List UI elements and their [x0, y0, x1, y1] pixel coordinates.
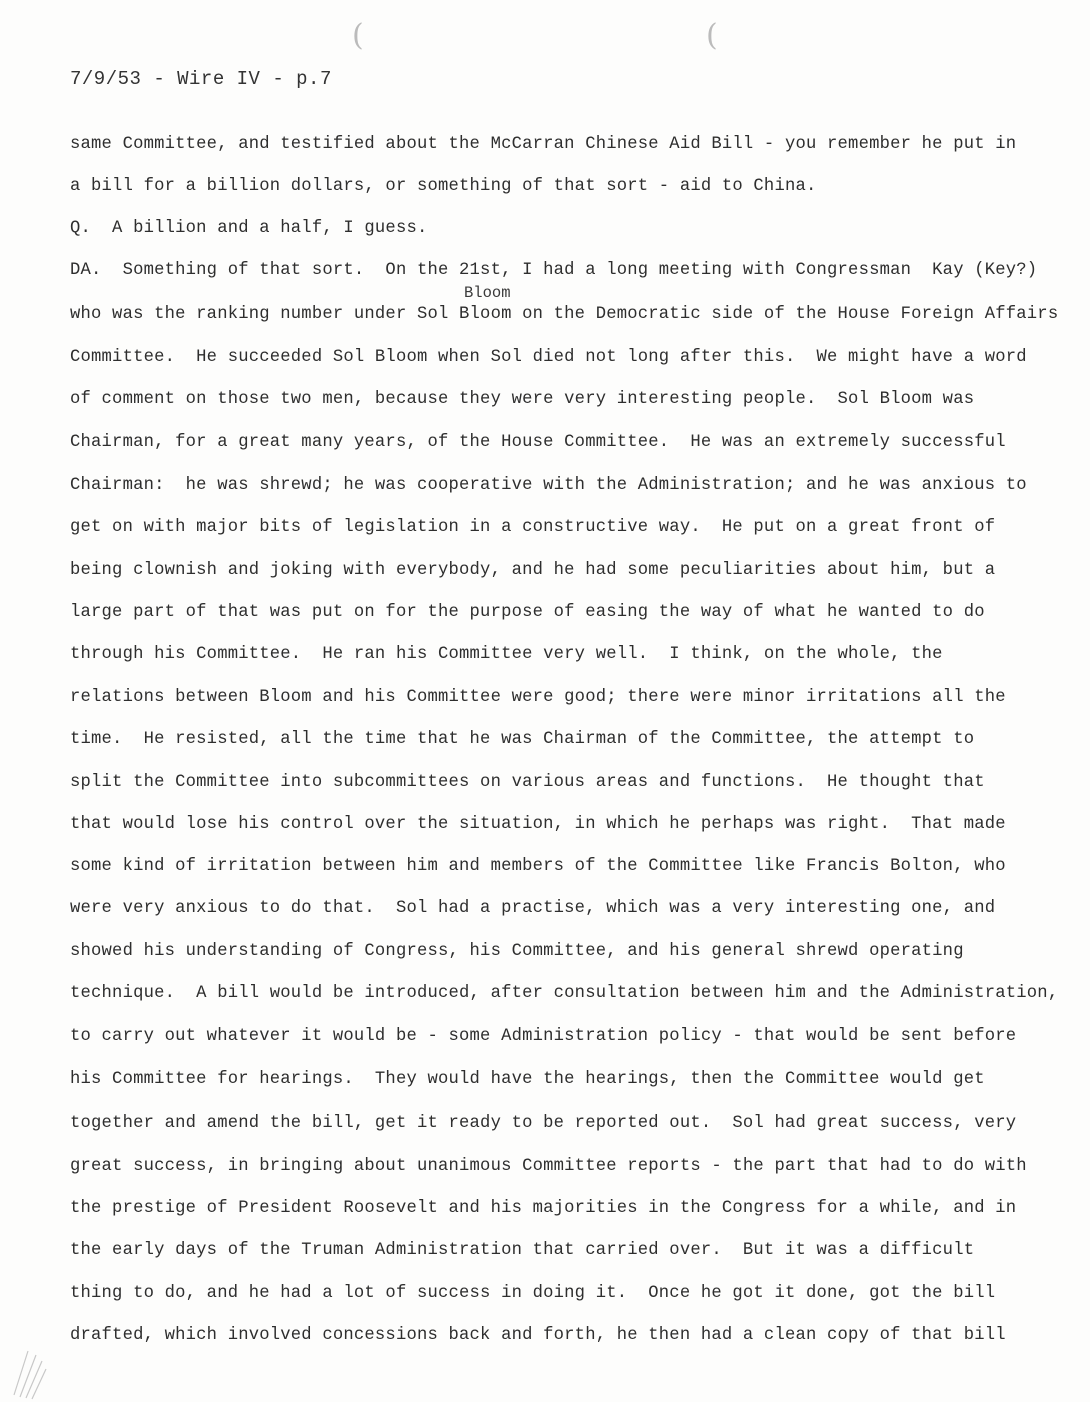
text-line: that would lose his control over the situation, in which he perhaps was right. That made	[70, 815, 1006, 834]
text-line: being clownish and joking with everybody, and he had some peculiarities about him, but a	[70, 561, 996, 580]
text-line: of comment on those two men, because they were very interesting people. Sol Bloom was	[70, 390, 975, 409]
punch-mark-right: (	[706, 18, 718, 53]
text-line: the early days of the Truman Administration that carried over. But it was a difficult	[70, 1241, 975, 1260]
text-line: DA. Something of that sort. On the 21st, I had a long meeting with Congressman Kay (Key?)	[70, 261, 1038, 280]
text-line: his Committee for hearings. They would have the hearings, then the Committee would get	[70, 1070, 985, 1089]
text-line: together and amend the bill, get it ready to be reported out. Sol had great success, very	[70, 1114, 1017, 1133]
handwritten-insert: Bloom	[464, 284, 511, 302]
text-line: great success, in bringing about unanimous Committee reports - the part that had to do with	[70, 1157, 1027, 1176]
text-line: technique. A bill would be introduced, after consultation between him and the Administration,	[70, 984, 1059, 1003]
page-header: 7/9/53 - Wire IV - p.7	[70, 68, 332, 90]
text-line: a bill for a billion dollars, or something of that sort - aid to China.	[70, 177, 817, 196]
text-line: time. He resisted, all the time that he was Chairman of the Committee, the attempt to	[70, 730, 975, 749]
text-line: the prestige of President Roosevelt and his majorities in the Congress for a while, and in	[70, 1199, 1017, 1218]
text-line: who was the ranking number under Sol Bloom on the Democratic side of the House Foreign Affairs	[70, 305, 1059, 324]
text-line: showed his understanding of Congress, his Committee, and his general shrewd operating	[70, 942, 964, 961]
text-line: Committee. He succeeded Sol Bloom when Sol died not long after this. We might have a word	[70, 348, 1027, 367]
text-line: Chairman, for a great many years, of the House Committee. He was an extremely successful	[70, 433, 1006, 452]
text-line: to carry out whatever it would be - some Administration policy - that would be sent before	[70, 1027, 1017, 1046]
text-line: get on with major bits of legislation in a constructive way. He put on a great front of	[70, 518, 996, 537]
text-line: were very anxious to do that. Sol had a practise, which was a very interesting one, and	[70, 899, 996, 918]
text-line: Chairman: he was shrewd; he was cooperative with the Administration; and he was anxious to	[70, 476, 1027, 495]
text-line: Q. A billion and a half, I guess.	[70, 219, 428, 238]
text-line: split the Committee into subcommittees on various areas and functions. He thought that	[70, 773, 985, 792]
text-line: through his Committee. He ran his Committee very well. I think, on the whole, the	[70, 645, 943, 664]
text-line: same Committee, and testified about the McCarran Chinese Aid Bill - you remember he put in	[70, 135, 1017, 154]
text-line: relations between Bloom and his Committee were good; there were minor irritations all the	[70, 688, 1006, 707]
text-line: drafted, which involved concessions back and forth, he then had a clean copy of that bill	[70, 1326, 1006, 1345]
punch-mark-left: (	[352, 18, 364, 53]
text-line: large part of that was put on for the purpose of easing the way of what he wanted to do	[70, 603, 985, 622]
pencil-scribble-mark	[10, 1345, 60, 1400]
text-line: thing to do, and he had a lot of success in doing it. Once he got it done, got the bill	[70, 1284, 996, 1303]
text-line: some kind of irritation between him and members of the Committee like Francis Bolton, who	[70, 857, 1006, 876]
